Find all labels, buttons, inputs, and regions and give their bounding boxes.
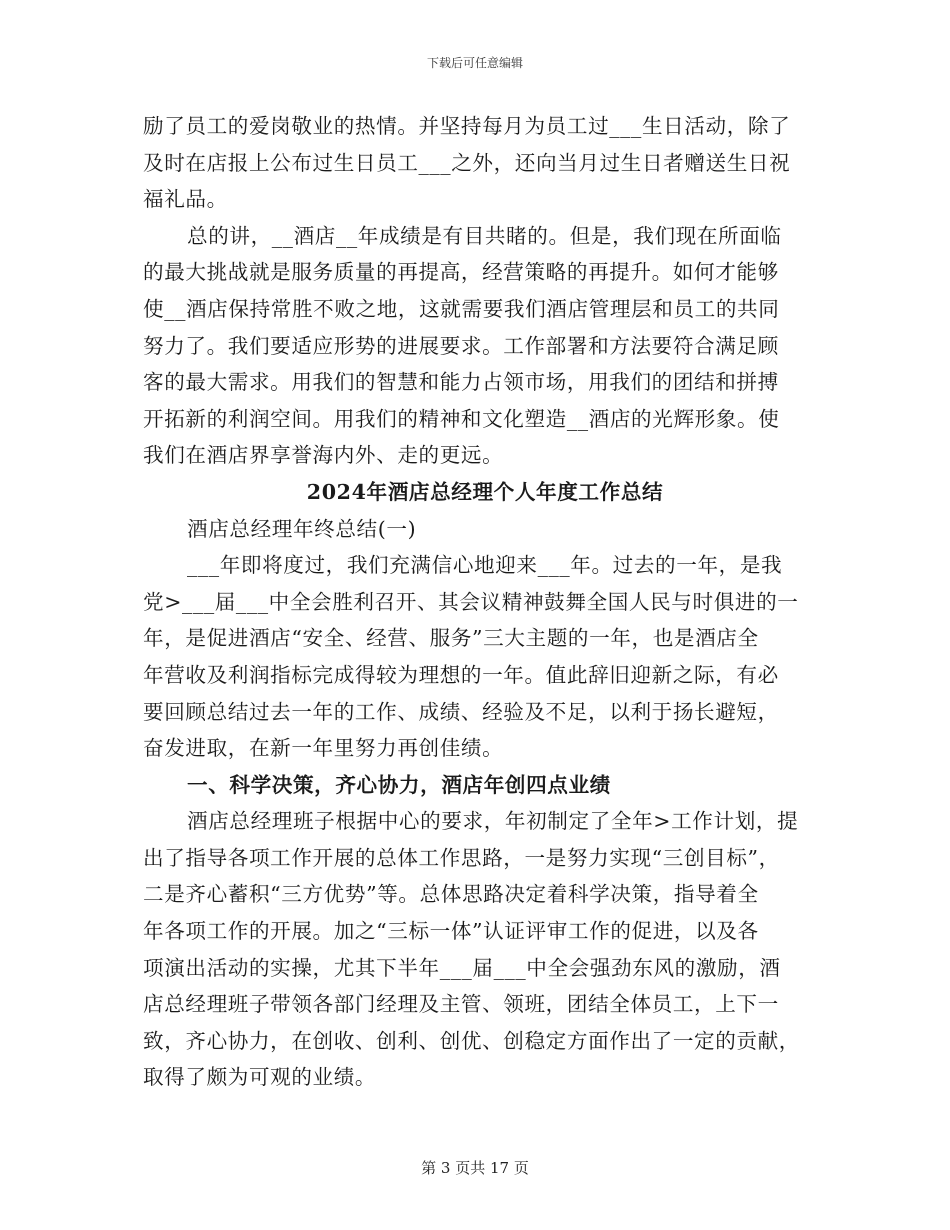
section-heading: 一、科学决策，齐心协力，酒店年创四点业绩 — [187, 772, 611, 797]
paragraph-line: 开拓新的利润空间。用我们的精神和文化塑造__酒店的光辉形象。使 — [143, 406, 780, 431]
paragraph-line: 年营收及利润指标完成得较为理想的一年。值此辞旧迎新之际，有必 — [143, 662, 779, 687]
paragraph-line: 励了员工的爱岗敬业的热情。并坚持每月为员工过___生日活动，除了 — [143, 114, 791, 138]
paragraph-line: 使__酒店保持常胜不败之地，这就需要我们酒店管理层和员工的共同 — [143, 296, 780, 321]
paragraph-line: 奋发进取，在新一年里努力再创佳绩。 — [143, 736, 504, 761]
paragraph-line: 总的讲，__酒店__年成绩是有目共睹的。但是，我们现在所面临 — [187, 223, 782, 248]
paragraph-line: 致，齐心协力，在创收、创利、创优、创稳定方面作出了一定的贡献， — [143, 1028, 801, 1053]
paragraph-line: 党>___届___中全会胜利召开、其会议精神鼓舞全国人民与时俱进的一 — [143, 589, 799, 614]
section-subtitle: 酒店总经理年终总结(一) — [187, 516, 417, 541]
paragraph-line: 的最大挑战就是服务质量的再提高，经营策略的再提升。如何才能够 — [143, 260, 779, 285]
paragraph-line: 二是齐心蓄积“三方优势”等。总体思路决定着科学决策，指导着全 — [143, 882, 759, 907]
paragraph-line: 客的最大需求。用我们的智慧和能力占领市场，用我们的团结和拼搏 — [143, 370, 779, 395]
paragraph-line: 酒店总经理班子根据中心的要求，年初制定了全年>工作计划，提 — [187, 809, 799, 834]
document-title: 2024年酒店总经理个人年度工作总结 — [306, 479, 664, 504]
page-footer: 第 3 页共 17 页 — [421, 1159, 529, 1177]
paragraph-line: 店总经理班子带领各部门经理及主管、领班，团结全体员工，上下一 — [143, 992, 779, 1017]
paragraph-line: 福礼品。 — [143, 187, 228, 212]
document-body — [143, 108, 807, 1096]
page-header: 下载后可任意编辑 — [426, 56, 523, 70]
paragraph-line: 及时在店报上公布过生日员工___之外，还向当月过生日者赠送生日祝 — [143, 150, 791, 175]
paragraph-line: 年，是促进酒店“安全、经营、服务”三大主题的一年，也是酒店全 — [143, 626, 759, 651]
paragraph-line: 我们在酒店界享誉海内外、走的更远。 — [143, 443, 504, 468]
paragraph-line: 努力了。我们要适应形势的进展要求。工作部署和方法要符合满足顾 — [143, 333, 779, 358]
paragraph-line: 出了指导各项工作开展的总体工作思路，一是努力实现“三创目标”， — [143, 845, 780, 870]
paragraph-line: 取得了颇为可观的业绩。 — [143, 1065, 377, 1090]
paragraph-line: 年各项工作的开展。加之“三标一体”认证评审工作的促进，以及各 — [143, 919, 759, 944]
paragraph-line: 要回顾总结过去一年的工作、成绩、经验及不足，以利于扬长避短， — [143, 699, 779, 724]
paragraph-line: ___年即将度过，我们充满信心地迎来___年。过去的一年，是我 — [187, 553, 783, 578]
paragraph-line: 项演出活动的实操，尤其下半年___届___中全会强劲东风的激励，酒 — [143, 955, 781, 980]
